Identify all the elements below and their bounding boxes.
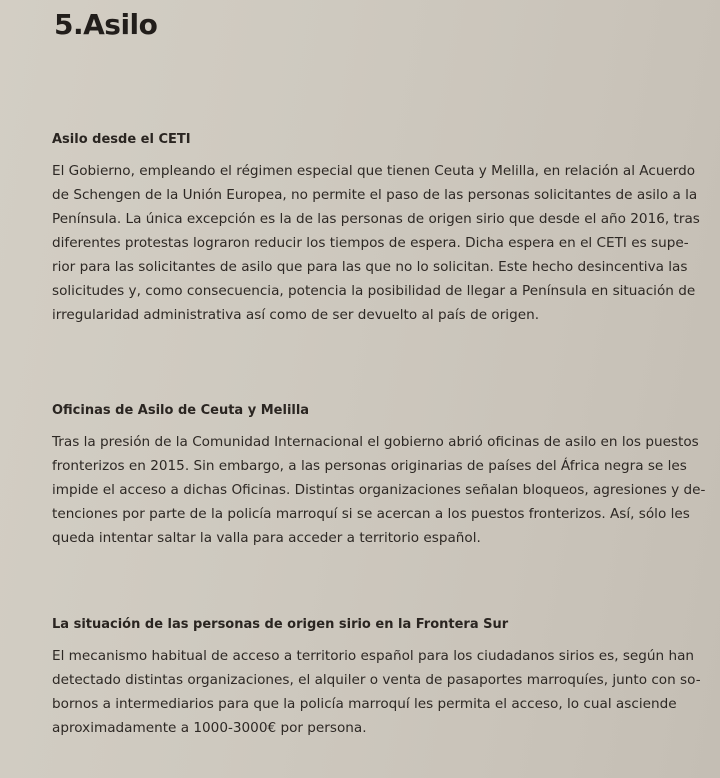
section-heading: Asilo desde el CETI — [52, 132, 191, 147]
page-title: 5.Asilo — [54, 8, 158, 41]
section-body — [52, 430, 706, 550]
body-line: solicitudes y, como consecuencia, potencia la posibilidad de llegar a Península en situación de — [52, 283, 696, 299]
section-asilo-ceti — [52, 132, 702, 327]
body-line: Península. La única excepción es la de las personas de origen sirio que desde el año 2016, tras — [52, 211, 700, 227]
body-line: impide el acceso a dichas Oficinas. Distintas organizaciones señalan bloqueos, agresiones y de- — [52, 482, 706, 498]
section-situacion-sirios — [52, 617, 702, 740]
body-line: fronterizos en 2015. Sin embargo, a las personas originarias de países del África negra se les — [52, 458, 687, 474]
section-heading: Oficinas de Asilo de Ceuta y Melilla — [52, 403, 310, 418]
section-heading: La situación de las personas de origen sirio en la Frontera Sur — [52, 617, 509, 632]
body-line: bornos a intermediarios para que la policía marroquí les permita el acceso, lo cual asciende — [52, 696, 677, 712]
body-line: rior para las solicitantes de asilo que para las que no lo solicitan. Este hecho desincentiva las — [52, 259, 688, 275]
body-line: Tras la presión de la Comunidad Internacional el gobierno abrió oficinas de asilo en los puestos — [52, 434, 699, 450]
body-line: irregularidad administrativa así como de ser devuelto al país de origen. — [52, 307, 540, 323]
body-line: aproximadamente a 1000-3000€ por persona. — [52, 720, 367, 736]
body-line: de Schengen de la Unión Europea, no permite el paso de las personas solicitantes de asilo a la — [52, 187, 698, 203]
body-line: El mecanismo habitual de acceso a territorio español para los ciudadanos sirios es, según han — [52, 648, 695, 664]
section-body — [52, 159, 702, 327]
body-line: queda intentar saltar la valla para acceder a territorio español. — [52, 530, 481, 546]
section-oficinas-asilo — [52, 403, 706, 550]
body-line: diferentes protestas lograron reducir los tiempos de espera. Dicha espera en el CETI es supe- — [52, 235, 689, 251]
body-line: El Gobierno, empleando el régimen especial que tienen Ceuta y Melilla, en relación al Acuerdo — [52, 163, 696, 179]
body-line: detectado distintas organizaciones, el alquiler o venta de pasaportes marroquíes, junto con so- — [52, 672, 701, 688]
section-body — [52, 644, 702, 740]
body-line: tenciones por parte de la policía marroquí si se acercan a los puestos fronterizos. Así, sólo les — [52, 506, 690, 522]
